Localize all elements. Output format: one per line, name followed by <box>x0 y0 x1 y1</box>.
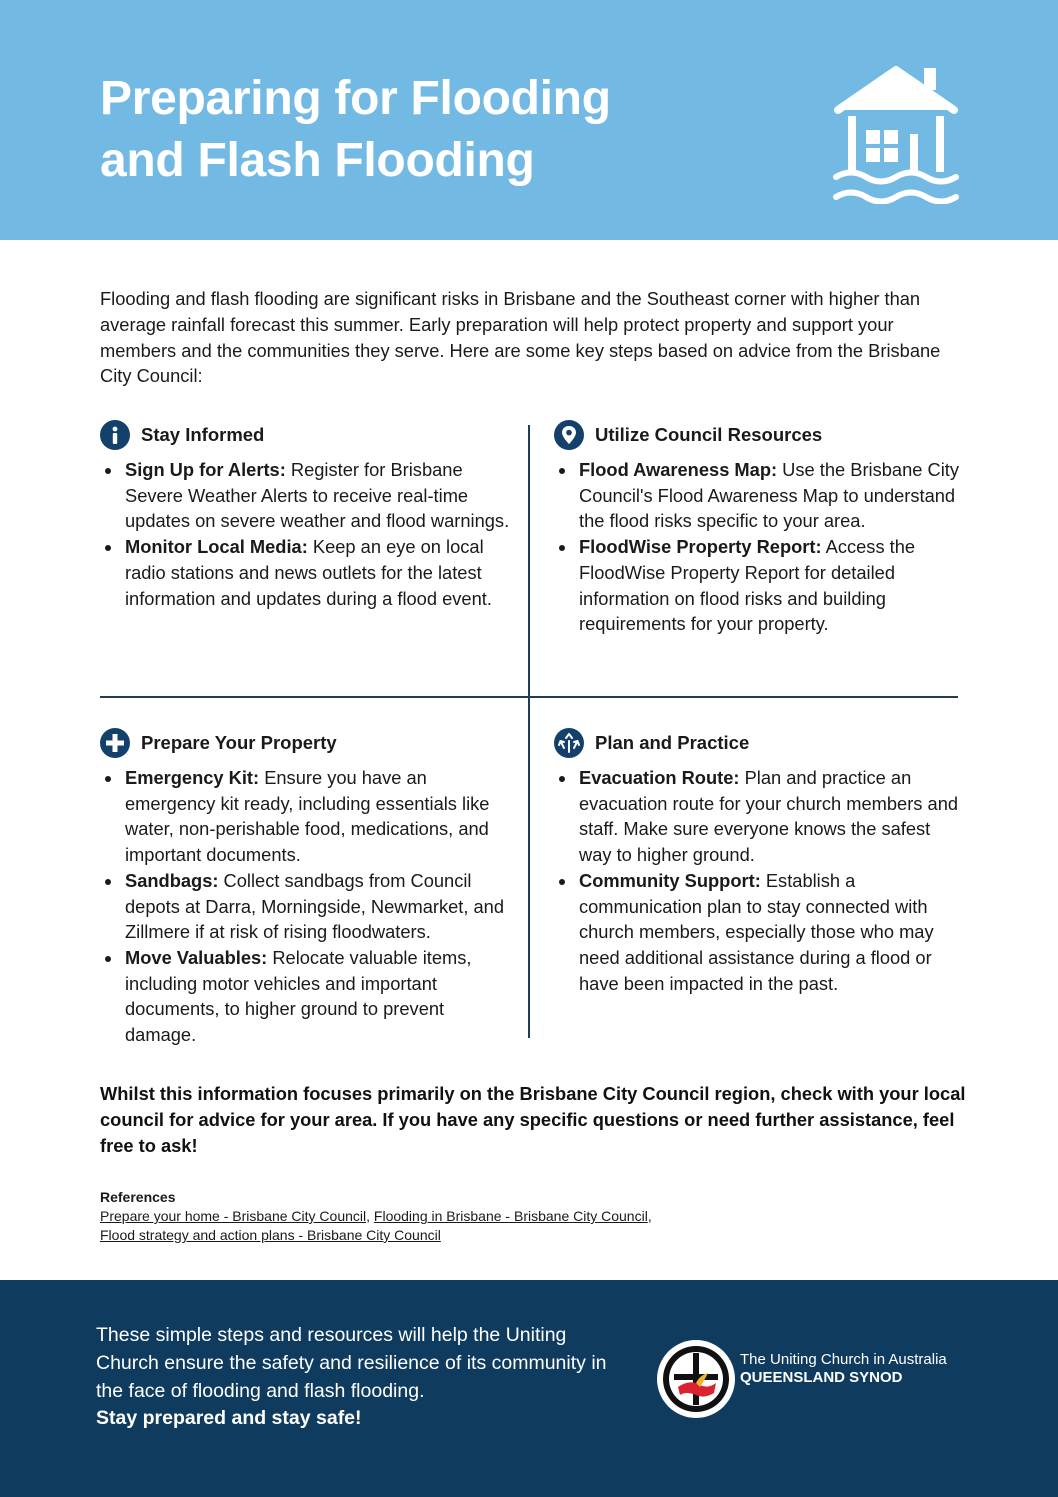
closing-statement: Whilst this information focuses primarily on the Brisbane City Council region, check with your local council for advice for your area. If you have any specific questions or need further assistance, feel free to ask! <box>100 1083 966 1156</box>
references-title: References <box>100 1189 176 1205</box>
section-header <box>554 727 964 759</box>
footer-text: These simple steps and resources will help the Uniting Church ensure the safety and resilience of its community in the face of flooding and flash flooding. <box>96 1324 607 1402</box>
info-icon <box>100 420 130 450</box>
references <box>100 1188 800 1245</box>
list-item <box>554 457 964 534</box>
item-label: Flood Awareness Map: <box>579 459 778 480</box>
title-line-2: and Flash Flooding <box>100 134 535 187</box>
reference-link-flood-strategy[interactable]: Flood strategy and action plans - Brisbane City Council <box>100 1227 441 1243</box>
item-label: Sandbags: <box>125 869 219 891</box>
item-text: Keep an eye on local radio stations and news outlets for the latest information and updates during a flood event. <box>125 536 492 609</box>
page-title <box>100 68 740 192</box>
bullet-list <box>100 765 510 1048</box>
section-header <box>100 727 510 759</box>
footer-message <box>96 1322 616 1433</box>
item-label: FloodWise Property Report: <box>579 536 822 558</box>
references-links-line-1: Prepare your home - Brisbane City Council, Flooding in Brisbane - Brisbane City Council, <box>100 1208 652 1224</box>
list-item <box>100 945 510 1048</box>
route-arrows-icon <box>554 728 584 758</box>
list-item <box>554 765 964 868</box>
section-header <box>100 419 510 451</box>
bullet-list <box>100 457 510 611</box>
item-text: Use the Brisbane City Council's Flood Awareness Map to understand the flood risks specific to your area. <box>579 459 959 532</box>
horizontal-divider <box>100 696 958 698</box>
references-links-line-2 <box>100 1226 800 1245</box>
vertical-divider <box>528 425 530 1038</box>
section-stay-informed <box>100 419 510 611</box>
section-council-resources <box>554 419 964 637</box>
item-label: Sign Up for Alerts: <box>125 459 286 480</box>
item-text: Access the FloodWise Property Report for detailed information on flood risks and building requirements for your property. <box>579 536 916 635</box>
location-pin-icon <box>554 420 584 450</box>
section-title: Plan and Practice <box>595 732 750 753</box>
organisation-name <box>740 1351 947 1387</box>
list-item <box>100 765 510 868</box>
item-text: Register for Brisbane Severe Weather Alerts to receive real-time updates on severe weather and flood warnings. <box>125 459 510 532</box>
house-flood-icon <box>832 64 960 204</box>
item-text: Plan and practice an evacuation route for your church members and staff. Make sure everyone knows the safest way to higher ground. <box>579 767 959 866</box>
list-item <box>100 868 510 945</box>
plus-icon <box>100 728 130 758</box>
intro-paragraph: Flooding and flash flooding are significant risks in Brisbane and the Southeast corner with higher than average rainfall forecast this summer. Early preparation will help protect property and support your members and the communities they serve. Here are some key steps based on advice from the Brisbane City Council: <box>100 288 941 387</box>
item-label: Move Valuables: <box>125 946 268 968</box>
title-line-1: Preparing for Flooding <box>100 72 611 125</box>
item-label: Emergency Kit: <box>125 767 260 788</box>
item-label: Community Support: <box>579 869 761 891</box>
list-item <box>100 457 510 534</box>
bullet-list <box>554 457 964 637</box>
section-prepare-property <box>100 727 510 1048</box>
item-text: Establish a communication plan to stay connected with church members, especially those who may need additional assistance during a flood or have been impacted in the past. <box>579 869 934 994</box>
item-label: Evacuation Route: <box>579 767 740 788</box>
item-text: Relocate valuable items, including motor vehicles and important documents, to higher ground to prevent damage. <box>125 946 472 1046</box>
list-item <box>100 534 510 611</box>
section-header <box>554 419 964 451</box>
org-line-1: The Uniting Church in Australia <box>740 1351 947 1368</box>
section-title: Prepare Your Property <box>141 732 337 753</box>
list-item <box>554 534 964 637</box>
org-line-2: QUEENSLAND SYNOD <box>740 1369 903 1386</box>
uniting-church-logo <box>656 1339 736 1419</box>
reference-link-flooding-brisbane[interactable]: Flooding in Brisbane - Brisbane City Council <box>373 1208 648 1224</box>
list-item <box>554 868 964 997</box>
section-title: Utilize Council Resources <box>595 424 823 445</box>
section-title: Stay Informed <box>141 424 265 445</box>
item-text: Ensure you have an emergency kit ready, including essentials like water, non-perishable food, medications, and important documents. <box>125 767 490 866</box>
item-text: Collect sandbags from Council depots at Darra, Morningside, Newmarket, and Zillmere if at risk of rising floodwaters. <box>125 869 505 943</box>
footer-strong-text: Stay prepared and stay safe! <box>96 1407 362 1430</box>
item-label: Monitor Local Media: <box>125 536 308 558</box>
bullet-list <box>554 765 964 996</box>
reference-link-prepare-home[interactable]: Prepare your home - Brisbane City Council <box>100 1208 367 1224</box>
section-plan-practice <box>554 727 964 996</box>
